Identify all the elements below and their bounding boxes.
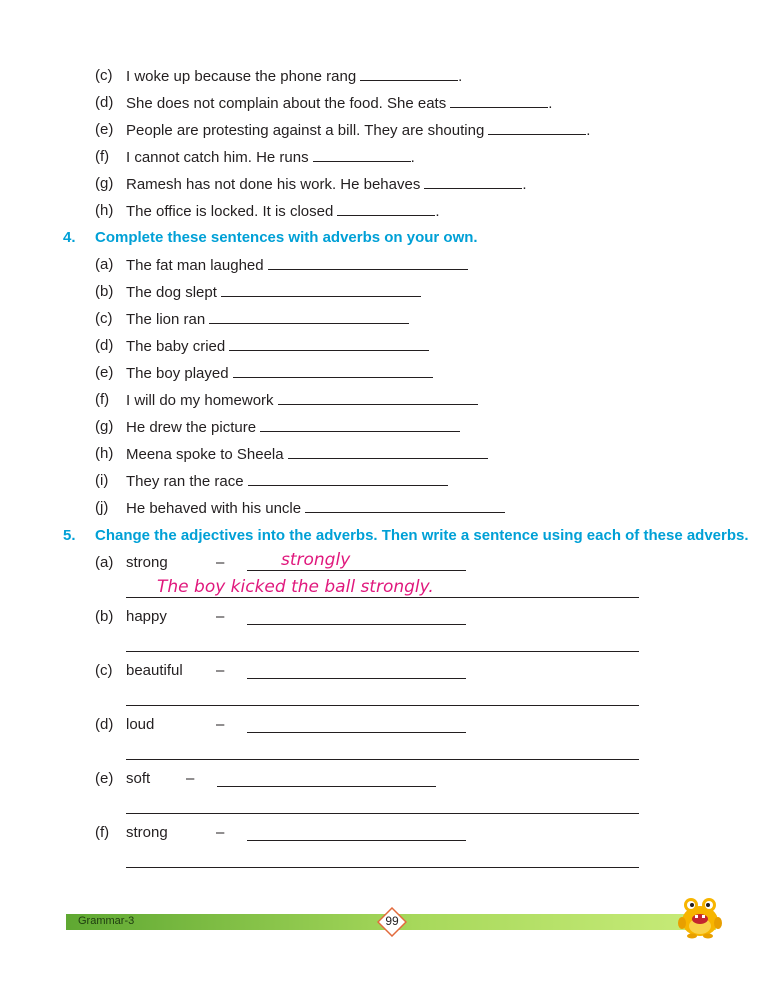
adjective-word: strong — [126, 824, 168, 841]
sentence-line[interactable] — [126, 867, 639, 868]
item-label: (d) — [95, 716, 114, 733]
answer-line[interactable] — [247, 678, 466, 679]
item-text: He drew the picture — [126, 419, 257, 436]
question-number: 5. — [63, 527, 76, 544]
answer-blank[interactable] — [450, 94, 548, 108]
item-label: (a) — [95, 256, 114, 273]
question-number: 4. — [63, 229, 76, 246]
dash: – — [216, 716, 225, 733]
answer-blank[interactable] — [278, 391, 478, 405]
answer-blank[interactable] — [221, 283, 421, 297]
dash: – — [216, 824, 225, 841]
adjective-word: loud — [126, 716, 155, 733]
question-title: Complete these sentences with adverbs on your own. — [95, 229, 478, 246]
item-label: (a) — [95, 554, 114, 571]
item-label: (h) — [95, 445, 114, 462]
item-label: (f) — [95, 391, 110, 408]
monster-mascot-icon — [676, 893, 724, 939]
dash: – — [216, 662, 225, 679]
item-text: The fat man laughed — [126, 257, 264, 274]
sentence-line[interactable] — [126, 651, 639, 652]
answer-line[interactable] — [247, 570, 466, 571]
item-text: The dog slept — [126, 284, 217, 301]
handwritten-sentence: The boy kicked the ball strongly. — [157, 577, 434, 597]
item-label: (f) — [95, 148, 110, 165]
answer-blank[interactable] — [424, 175, 522, 189]
item-text: I cannot catch him. He runs — [126, 149, 309, 166]
sentence-end: . — [548, 95, 553, 112]
answer-line[interactable] — [217, 786, 436, 787]
sentence-line[interactable] — [126, 759, 639, 760]
item-text: Meena spoke to Sheela — [126, 446, 284, 463]
answer-blank[interactable] — [260, 418, 460, 432]
sentence-end: . — [586, 122, 591, 139]
item-text: They ran the race — [126, 473, 244, 490]
sentence-end: . — [410, 149, 415, 166]
item-text: I woke up because the phone rang — [126, 68, 357, 85]
answer-blank[interactable] — [268, 256, 468, 270]
answer-blank[interactable] — [337, 202, 435, 216]
item-label: (b) — [95, 283, 114, 300]
answer-blank[interactable] — [305, 499, 505, 513]
item-text: People are protesting against a bill. They are shouting — [126, 122, 485, 139]
adjective-word: happy — [126, 608, 167, 625]
item-label: (d) — [95, 337, 114, 354]
item-label: (g) — [95, 175, 114, 192]
dash: – — [186, 770, 195, 787]
adjective-word: beautiful — [126, 662, 183, 679]
book-label: Grammar-3 — [78, 915, 135, 927]
item-label: (c) — [95, 67, 113, 84]
answer-blank[interactable] — [288, 445, 488, 459]
answer-blank[interactable] — [313, 148, 411, 162]
dash: – — [216, 554, 225, 571]
answer-blank[interactable] — [209, 310, 409, 324]
answer-blank[interactable] — [488, 121, 586, 135]
handwritten-answer: strongly — [281, 550, 351, 570]
sentence-line[interactable] — [126, 813, 639, 814]
item-label: (c) — [95, 310, 113, 327]
sentence-end: . — [435, 203, 440, 220]
sentence-line[interactable] — [126, 705, 639, 706]
answer-blank[interactable] — [229, 337, 429, 351]
sentence-end: . — [458, 68, 463, 85]
item-label: (j) — [95, 499, 109, 516]
item-label: (e) — [95, 770, 114, 787]
item-label: (e) — [95, 121, 114, 138]
question-title: Change the adjectives into the adverbs. Then write a sentence using each of these adverbs. — [95, 527, 749, 544]
item-label: (g) — [95, 418, 114, 435]
dash: – — [216, 608, 225, 625]
item-label: (i) — [95, 472, 109, 489]
page-number: 99 — [385, 914, 399, 928]
answer-blank[interactable] — [360, 67, 458, 81]
item-label: (c) — [95, 662, 113, 679]
item-text: I will do my homework — [126, 392, 274, 409]
answer-line[interactable] — [247, 624, 466, 625]
adjective-word: strong — [126, 554, 168, 571]
item-label: (f) — [95, 824, 110, 841]
answer-blank[interactable] — [248, 472, 448, 486]
item-text: Ramesh has not done his work. He behaves — [126, 176, 421, 193]
item-text: The boy played — [126, 365, 229, 382]
item-text: The baby cried — [126, 338, 226, 355]
answer-line[interactable] — [247, 840, 466, 841]
sentence-line[interactable] — [126, 597, 639, 598]
answer-blank[interactable] — [233, 364, 433, 378]
item-label: (d) — [95, 94, 114, 111]
item-label: (h) — [95, 202, 114, 219]
item-text: He behaved with his uncle — [126, 500, 302, 517]
answer-line[interactable] — [247, 732, 466, 733]
item-text: The lion ran — [126, 311, 206, 328]
item-label: (e) — [95, 364, 114, 381]
item-text: She does not complain about the food. She eats — [126, 95, 447, 112]
adjective-word: soft — [126, 770, 151, 787]
item-label: (b) — [95, 608, 114, 625]
item-text: The office is locked. It is closed — [126, 203, 334, 220]
sentence-end: . — [522, 176, 527, 193]
